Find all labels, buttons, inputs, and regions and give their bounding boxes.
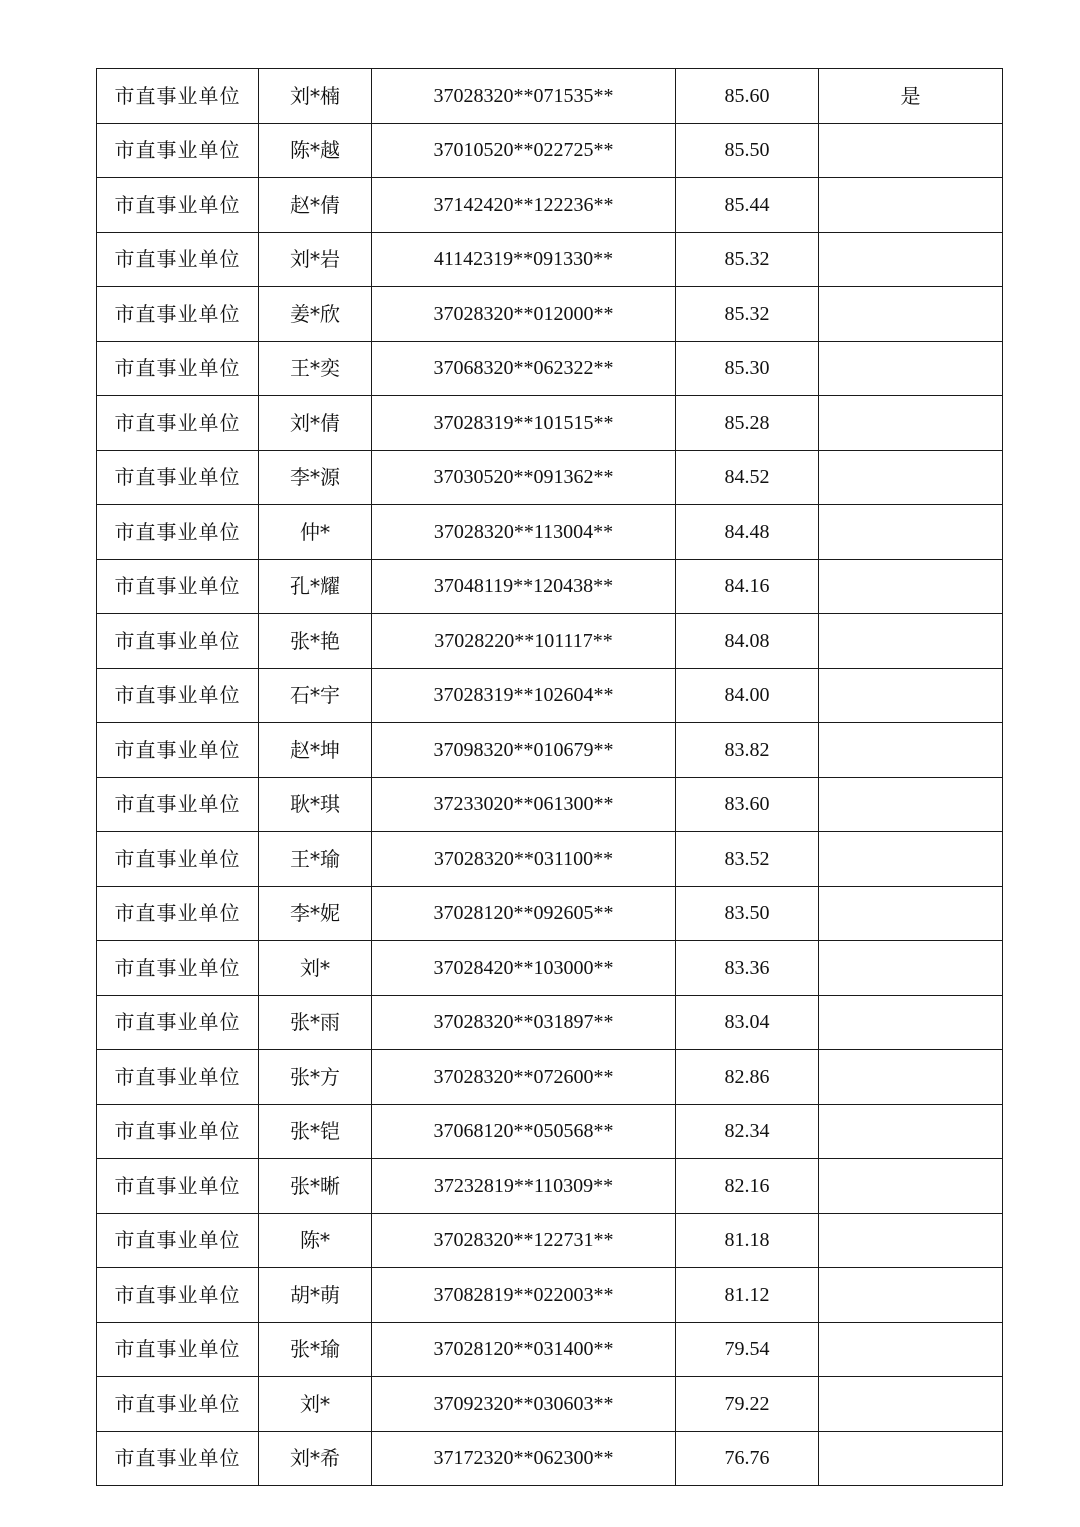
score-cell: 79.22	[676, 1377, 819, 1432]
id-number-cell: 37028120**031400**	[372, 1322, 676, 1377]
unit-cell: 市直事业单位	[97, 505, 259, 560]
id-number-cell: 37082819**022003**	[372, 1268, 676, 1323]
table-row	[97, 886, 1003, 941]
name-cell: 张*艳	[259, 614, 372, 669]
flag-cell	[819, 995, 1003, 1050]
name-cell: 赵*倩	[259, 178, 372, 233]
name-cell: 刘*	[259, 1377, 372, 1432]
flag-cell	[819, 777, 1003, 832]
table-row	[97, 1104, 1003, 1159]
score-cell: 83.52	[676, 832, 819, 887]
unit-cell: 市直事业单位	[97, 1268, 259, 1323]
unit-cell: 市直事业单位	[97, 123, 259, 178]
flag-cell	[819, 1104, 1003, 1159]
table-row	[97, 777, 1003, 832]
unit-cell: 市直事业单位	[97, 1213, 259, 1268]
score-cell: 83.36	[676, 941, 819, 996]
flag-cell	[819, 941, 1003, 996]
flag-cell	[819, 178, 1003, 233]
name-cell: 赵*坤	[259, 723, 372, 778]
flag-cell	[819, 559, 1003, 614]
score-cell: 84.08	[676, 614, 819, 669]
table-row	[97, 1377, 1003, 1432]
id-number-cell: 37028320**072600**	[372, 1050, 676, 1105]
name-cell: 张*晰	[259, 1159, 372, 1214]
flag-cell	[819, 505, 1003, 560]
score-cell: 84.48	[676, 505, 819, 560]
name-cell: 仲*	[259, 505, 372, 560]
id-number-cell: 37028320**031100**	[372, 832, 676, 887]
table-row	[97, 232, 1003, 287]
score-cell: 82.86	[676, 1050, 819, 1105]
score-cell: 85.32	[676, 232, 819, 287]
id-number-cell: 37098320**010679**	[372, 723, 676, 778]
candidate-table	[96, 68, 1003, 1486]
id-number-cell: 37092320**030603**	[372, 1377, 676, 1432]
unit-cell: 市直事业单位	[97, 886, 259, 941]
name-cell: 李*源	[259, 450, 372, 505]
table-row	[97, 1322, 1003, 1377]
id-number-cell: 37028320**012000**	[372, 287, 676, 342]
table-row	[97, 178, 1003, 233]
flag-cell	[819, 886, 1003, 941]
table-row	[97, 341, 1003, 396]
unit-cell: 市直事业单位	[97, 287, 259, 342]
score-cell: 85.30	[676, 341, 819, 396]
score-cell: 85.28	[676, 396, 819, 451]
name-cell: 张*方	[259, 1050, 372, 1105]
name-cell: 姜*欣	[259, 287, 372, 342]
table-row	[97, 832, 1003, 887]
unit-cell: 市直事业单位	[97, 1322, 259, 1377]
id-number-cell: 37048119**120438**	[372, 559, 676, 614]
id-number-cell: 37028320**113004**	[372, 505, 676, 560]
unit-cell: 市直事业单位	[97, 396, 259, 451]
score-cell: 83.60	[676, 777, 819, 832]
table-row	[97, 1268, 1003, 1323]
table-row	[97, 995, 1003, 1050]
flag-cell	[819, 396, 1003, 451]
id-number-cell: 37232819**110309**	[372, 1159, 676, 1214]
id-number-cell: 37028320**031897**	[372, 995, 676, 1050]
id-number-cell: 37068120**050568**	[372, 1104, 676, 1159]
flag-cell	[819, 1377, 1003, 1432]
score-cell: 85.32	[676, 287, 819, 342]
name-cell: 刘*	[259, 941, 372, 996]
score-cell: 76.76	[676, 1431, 819, 1486]
flag-cell	[819, 1213, 1003, 1268]
id-number-cell: 37028420**103000**	[372, 941, 676, 996]
unit-cell: 市直事业单位	[97, 1377, 259, 1432]
unit-cell: 市直事业单位	[97, 723, 259, 778]
flag-cell	[819, 668, 1003, 723]
score-cell: 81.12	[676, 1268, 819, 1323]
table-row	[97, 1050, 1003, 1105]
id-number-cell: 37028220**101117**	[372, 614, 676, 669]
flag-cell	[819, 1431, 1003, 1486]
table-row	[97, 614, 1003, 669]
score-cell: 83.04	[676, 995, 819, 1050]
name-cell: 王*瑜	[259, 832, 372, 887]
flag-cell	[819, 123, 1003, 178]
id-number-cell: 37172320**062300**	[372, 1431, 676, 1486]
flag-cell	[819, 1159, 1003, 1214]
candidate-table-body	[97, 69, 1003, 1486]
name-cell: 王*奕	[259, 341, 372, 396]
score-cell: 84.52	[676, 450, 819, 505]
name-cell: 孔*耀	[259, 559, 372, 614]
name-cell: 刘*楠	[259, 69, 372, 124]
flag-cell	[819, 450, 1003, 505]
score-cell: 81.18	[676, 1213, 819, 1268]
name-cell: 李*妮	[259, 886, 372, 941]
id-number-cell: 37010520**022725**	[372, 123, 676, 178]
name-cell: 陈*	[259, 1213, 372, 1268]
id-number-cell: 37068320**062322**	[372, 341, 676, 396]
unit-cell: 市直事业单位	[97, 614, 259, 669]
name-cell: 刘*倩	[259, 396, 372, 451]
score-cell: 83.50	[676, 886, 819, 941]
name-cell: 胡*萌	[259, 1268, 372, 1323]
id-number-cell: 37233020**061300**	[372, 777, 676, 832]
name-cell: 张*瑜	[259, 1322, 372, 1377]
flag-cell	[819, 832, 1003, 887]
name-cell: 耿*琪	[259, 777, 372, 832]
name-cell: 张*雨	[259, 995, 372, 1050]
flag-cell	[819, 614, 1003, 669]
name-cell: 石*宇	[259, 668, 372, 723]
score-cell: 85.60	[676, 69, 819, 124]
id-number-cell: 37030520**091362**	[372, 450, 676, 505]
unit-cell: 市直事业单位	[97, 178, 259, 233]
table-row	[97, 505, 1003, 560]
unit-cell: 市直事业单位	[97, 559, 259, 614]
score-cell: 85.50	[676, 123, 819, 178]
flag-cell	[819, 1268, 1003, 1323]
unit-cell: 市直事业单位	[97, 341, 259, 396]
id-number-cell: 41142319**091330**	[372, 232, 676, 287]
flag-cell	[819, 341, 1003, 396]
unit-cell: 市直事业单位	[97, 777, 259, 832]
id-number-cell: 37028319**102604**	[372, 668, 676, 723]
flag-cell: 是	[819, 69, 1003, 124]
table-row	[97, 941, 1003, 996]
unit-cell: 市直事业单位	[97, 450, 259, 505]
table-row	[97, 1159, 1003, 1214]
id-number-cell: 37142420**122236**	[372, 178, 676, 233]
score-cell: 83.82	[676, 723, 819, 778]
score-cell: 84.00	[676, 668, 819, 723]
table-row	[97, 69, 1003, 124]
table-row	[97, 1431, 1003, 1486]
unit-cell: 市直事业单位	[97, 232, 259, 287]
unit-cell: 市直事业单位	[97, 941, 259, 996]
unit-cell: 市直事业单位	[97, 1050, 259, 1105]
id-number-cell: 37028320**071535**	[372, 69, 676, 124]
table-row	[97, 559, 1003, 614]
flag-cell	[819, 1322, 1003, 1377]
score-cell: 82.16	[676, 1159, 819, 1214]
table-row	[97, 287, 1003, 342]
flag-cell	[819, 287, 1003, 342]
unit-cell: 市直事业单位	[97, 995, 259, 1050]
unit-cell: 市直事业单位	[97, 69, 259, 124]
score-cell: 84.16	[676, 559, 819, 614]
name-cell: 刘*岩	[259, 232, 372, 287]
table-row	[97, 450, 1003, 505]
flag-cell	[819, 232, 1003, 287]
table-row	[97, 1213, 1003, 1268]
unit-cell: 市直事业单位	[97, 1104, 259, 1159]
id-number-cell: 37028319**101515**	[372, 396, 676, 451]
table-row	[97, 396, 1003, 451]
score-cell: 85.44	[676, 178, 819, 233]
table-row	[97, 123, 1003, 178]
flag-cell	[819, 723, 1003, 778]
id-number-cell: 37028320**122731**	[372, 1213, 676, 1268]
id-number-cell: 37028120**092605**	[372, 886, 676, 941]
table-row	[97, 668, 1003, 723]
score-cell: 79.54	[676, 1322, 819, 1377]
name-cell: 张*铠	[259, 1104, 372, 1159]
score-cell: 82.34	[676, 1104, 819, 1159]
name-cell: 陈*越	[259, 123, 372, 178]
table-row	[97, 723, 1003, 778]
unit-cell: 市直事业单位	[97, 832, 259, 887]
unit-cell: 市直事业单位	[97, 1431, 259, 1486]
name-cell: 刘*希	[259, 1431, 372, 1486]
unit-cell: 市直事业单位	[97, 1159, 259, 1214]
flag-cell	[819, 1050, 1003, 1105]
unit-cell: 市直事业单位	[97, 668, 259, 723]
